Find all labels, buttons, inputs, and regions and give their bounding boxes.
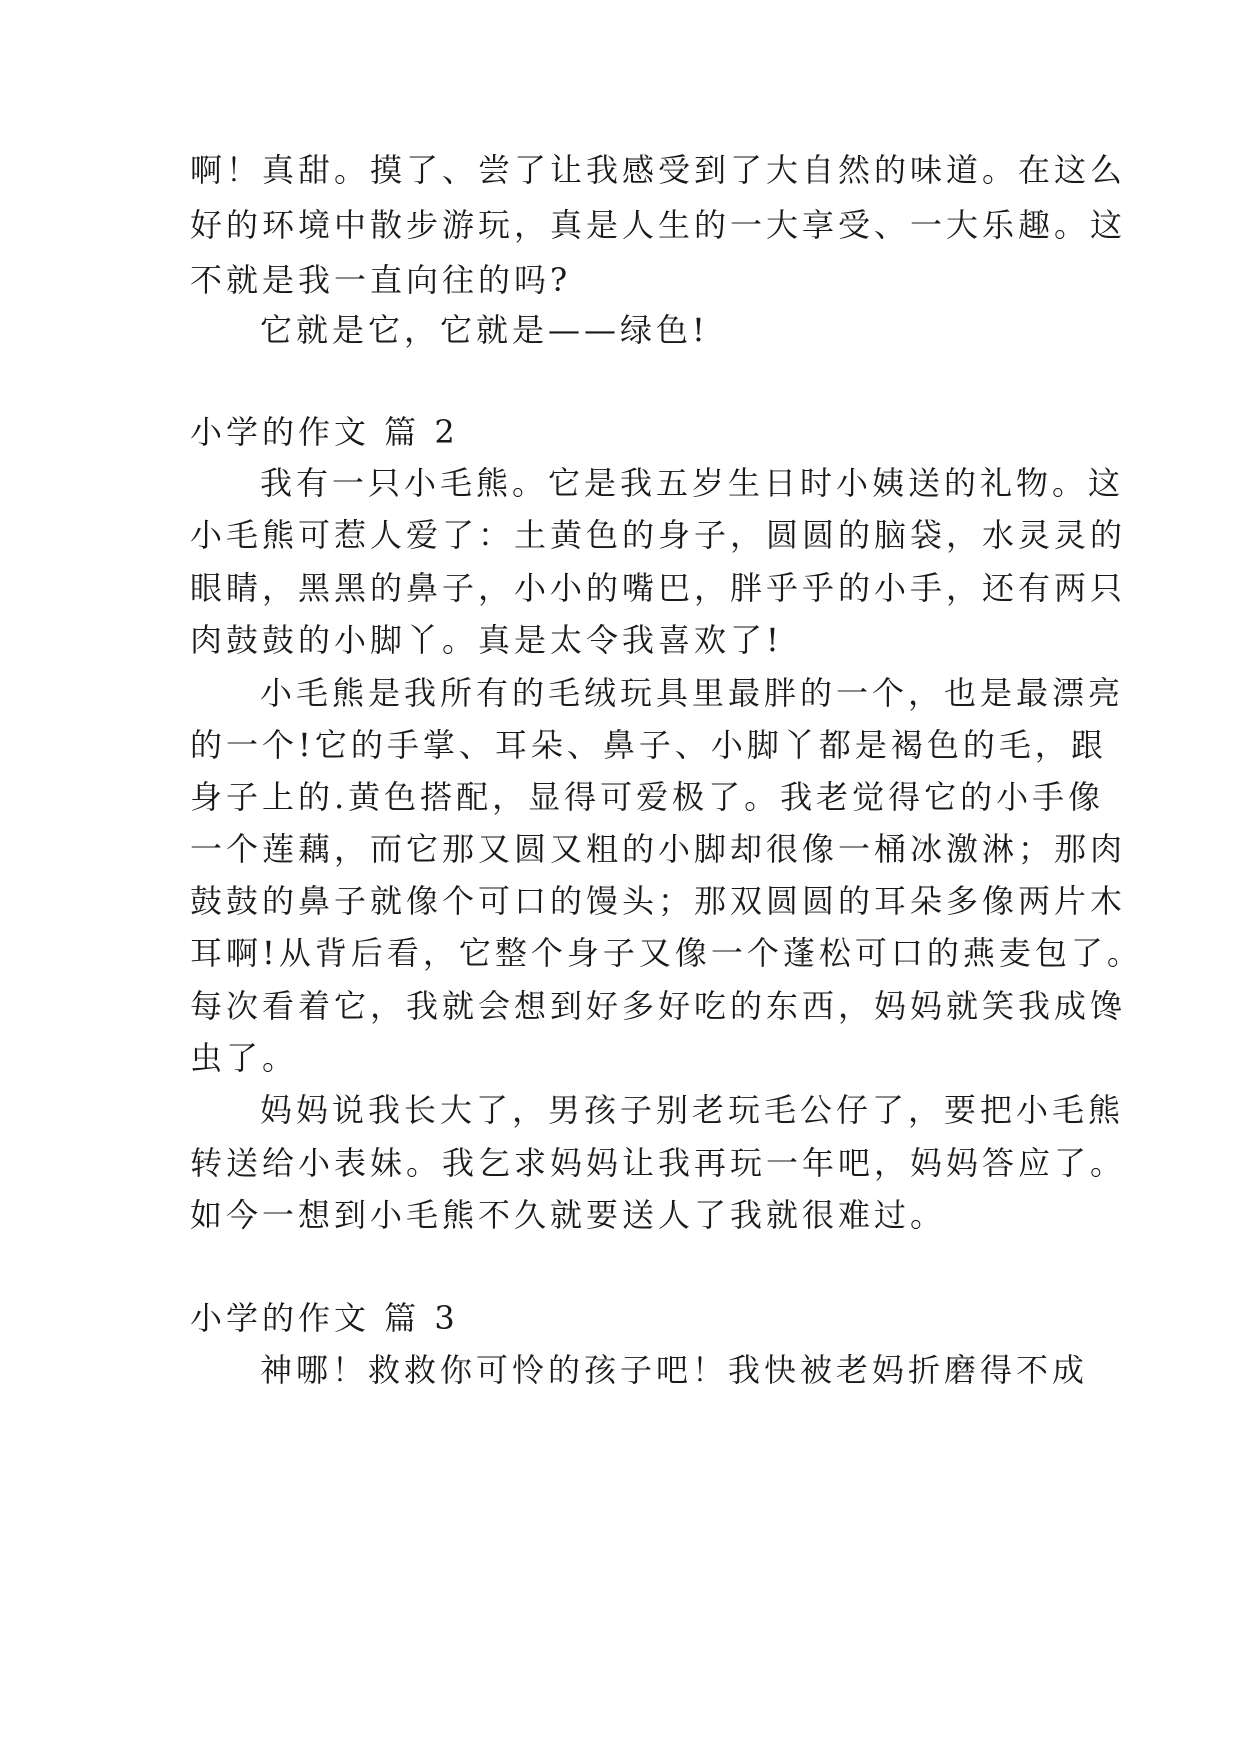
text-line: 小毛熊可惹人爱了：土黄色的身子，圆圆的脑袋，水灵灵的	[190, 516, 1127, 554]
text-line: 每次看着它，我就会想到好多好吃的东西，妈妈就笑我成馋	[190, 987, 1127, 1025]
text-line: 它就是它，它就是——绿色!	[260, 311, 709, 349]
text-line: 小毛熊是我所有的毛绒玩具里最胖的一个，也是最漂亮	[260, 674, 1125, 712]
text-line: 如今一想到小毛熊不久就要送人了我就很难过。	[190, 1196, 947, 1234]
text-line: 虫了。	[190, 1039, 299, 1077]
text-line: 的一个!它的手掌、耳朵、鼻子、小脚丫都是褐色的毛，跟	[190, 726, 1107, 764]
text-line: 妈妈说我长大了，男孩子别老玩毛公仔了，要把小毛熊	[260, 1091, 1125, 1129]
section-heading: 小学的作文 篇 3	[190, 1299, 459, 1337]
text-line: 肉鼓鼓的小脚丫。真是太令我喜欢了!	[190, 621, 783, 659]
text-line: 眼睛，黑黑的鼻子，小小的嘴巴，胖乎乎的小手，还有两只	[190, 569, 1127, 607]
text-line: 转送给小表妹。我乞求妈妈让我再玩一年吧，妈妈答应了。	[190, 1144, 1127, 1182]
section-heading: 小学的作文 篇 2	[190, 413, 459, 451]
text-line: 啊！真甜。摸了、尝了让我感受到了大自然的味道。在这么	[190, 151, 1127, 189]
text-line: 一个莲藕，而它那又圆又粗的小脚却很像一桶冰激淋；那肉	[190, 830, 1127, 868]
text-line: 不就是我一直向往的吗?	[190, 261, 572, 299]
text-line: 鼓鼓的鼻子就像个可口的馒头；那双圆圆的耳朵多像两片木	[190, 882, 1127, 920]
text-line: 耳啊!从背后看，它整个身子又像一个蓬松可口的燕麦包了。	[190, 934, 1143, 972]
text-line: 好的环境中散步游玩，真是人生的一大享受、一大乐趣。这	[190, 206, 1127, 244]
text-line: 神哪！救救你可怜的孩子吧！我快被老妈折磨得不成	[260, 1351, 1089, 1389]
text-line: 我有一只小毛熊。它是我五岁生日时小姨送的礼物。这	[260, 464, 1125, 502]
text-line: 身子上的.黄色搭配，显得可爱极了。我老觉得它的小手像	[190, 778, 1105, 816]
